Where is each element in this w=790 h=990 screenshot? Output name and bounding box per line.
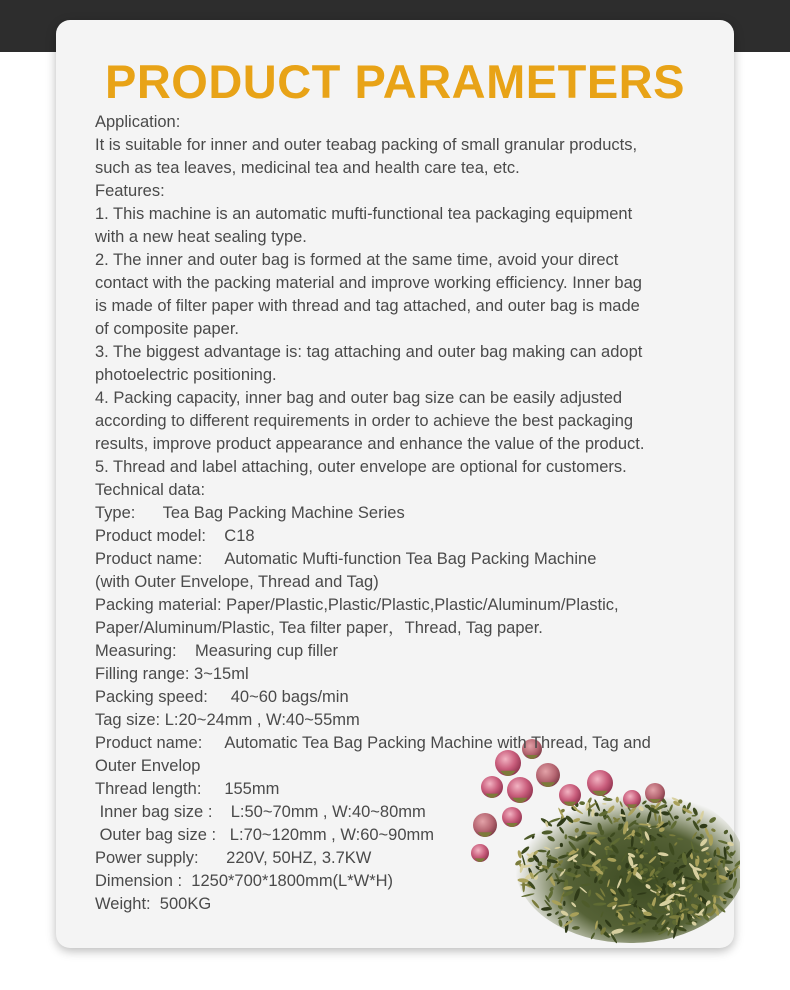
text-line: Product name: Automatic Tea Bag Packing Machine with Thread, Tag and — [95, 734, 651, 752]
text-line: Features: — [95, 182, 165, 200]
text-line: is made of filter paper with thread and tag attached, and outer bag is made — [95, 297, 640, 315]
text-line: Packing speed: 40~60 bags/min — [95, 688, 349, 706]
text-line: 3. The biggest advantage is: tag attaching and outer bag making can adopt — [95, 343, 643, 361]
text-line: Technical data: — [95, 481, 206, 499]
text-line: 4. Packing capacity, inner bag and outer bag size can be easily adjusted — [95, 389, 623, 407]
text-line: Power supply: 220V, 50HZ, 3.7KW — [95, 849, 372, 867]
page-title: PRODUCT PARAMETERS — [105, 55, 685, 108]
parameters-text — [95, 111, 735, 916]
text-line: Thread length: 155mm — [95, 780, 280, 798]
text-line: 1. This machine is an automatic mufti-functional tea packaging equipment — [95, 205, 633, 223]
text-line: It is suitable for inner and outer teabag packing of small granular products, — [95, 136, 638, 154]
text-line: 5. Thread and label attaching, outer envelope are optional for customers. — [95, 458, 627, 476]
text-line: photoelectric positioning. — [95, 366, 277, 384]
text-line: Tag size: L:20~24mm , W:40~55mm — [95, 711, 360, 729]
text-line: of composite paper. — [95, 320, 240, 338]
text-line: Dimension : 1250*700*1800mm(L*W*H) — [95, 872, 394, 890]
text-line: Outer Envelop — [95, 757, 201, 775]
text-line: contact with the packing material and improve working efficiency. Inner bag — [95, 274, 642, 292]
text-line: Paper/Aluminum/Plastic, Tea filter paper，Thread, Tag paper. — [95, 619, 543, 637]
text-line: results, improve product appearance and enhance the value of the product. — [95, 435, 645, 453]
text-line: according to different requirements in order to achieve the best packaging — [95, 412, 634, 430]
text-line: Packing material: Paper/Plastic,Plastic/Plastic,Plastic/Aluminum/Plastic, — [95, 596, 619, 614]
text-line: Measuring: Measuring cup filler — [95, 642, 339, 660]
text-line: 2. The inner and outer bag is formed at the same time, avoid your direct — [95, 251, 619, 269]
text-line: such as tea leaves, medicinal tea and health care tea, etc. — [95, 159, 520, 177]
text-line: Product name: Automatic Mufti-function Tea Bag Packing Machine — [95, 550, 597, 568]
text-line: Filling range: 3~15ml — [95, 665, 249, 683]
text-line: Product model: C18 — [95, 527, 255, 545]
text-line: Weight: 500KG — [95, 895, 212, 913]
text-line: with a new heat sealing type. — [95, 228, 307, 246]
text-line: Type: Tea Bag Packing Machine Series — [95, 504, 405, 522]
text-line: Inner bag size : L:50~70mm , W:40~80mm — [95, 803, 426, 821]
text-line: Outer bag size : L:70~120mm , W:60~90mm — [95, 826, 435, 844]
text-line: Application: — [95, 113, 181, 131]
text-line: (with Outer Envelope, Thread and Tag) — [95, 573, 379, 591]
